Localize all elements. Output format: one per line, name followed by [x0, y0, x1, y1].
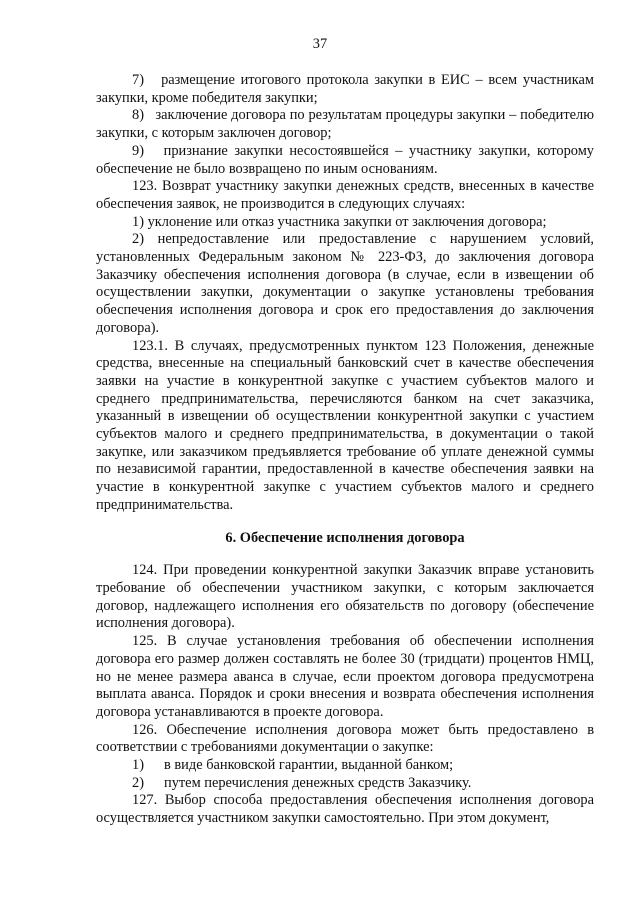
list-item-text: путем перечисления денежных средств Заказчику.	[164, 774, 472, 791]
list-item-number: 1)	[132, 757, 144, 774]
list-item-number: 2)	[132, 774, 144, 791]
list-item	[96, 757, 594, 775]
paragraph-127: 127. Выбор способа предоставления обеспечения исполнения договора осуществляется участником закупки самостоятельно. При этом документ,	[96, 792, 594, 827]
page-number: 37	[312, 36, 328, 52]
paragraph-123-item-1: 1) уклонение или отказ участника закупки от заключения договора;	[132, 213, 547, 230]
section-heading: 6. Обеспечение исполнения договора	[225, 529, 465, 546]
paragraph-125: 125. В случае установления требования об обеспечении исполнения договора его размер должен составлять не более 30 (тридцати) процентов НМЦ, но не менее размера аванса в случае, если проектом договора предусмотрена выплата аванса. Порядок и сроки внесения и возврата обеспечения исполнения договора устанавливаются в проекте договора.	[96, 633, 594, 720]
paragraph-123-1: 123.1. В случаях, предусмотренных пунктом 123 Положения, денежные средства, внесенные на специальный банковский счет в качестве обеспечения заявки на участие в конкурентной закупке с участием субъектов малого и среднего предпринимательства, перечисляются банком на счет заказчика, указанный в извещении об осуществлении конкурентной закупки с участием субъектов малого и среднего предпринимательства, в документации о такой закупке, или заказчиком предъявляется требование об уплате денежной суммы по независимой гарантии, предоставленной в качестве обеспечения заявки на участие в конкурентной закупке с участием субъектов малого и среднего предпринимательства.	[96, 337, 594, 513]
paragraph-7: 7) размещение итогового протокола закупки в ЕИС – всем участникам закупки, кроме победителя закупки;	[96, 72, 594, 106]
paragraph-9: 9) признание закупки несостоявшейся – участнику закупки, которому обеспечение не было возвращено по иным основаниям.	[96, 142, 594, 177]
paragraph-8: 8) заключение договора по результатам процедуры закупки – победителю закупки, с которым заключен договор;	[96, 107, 594, 142]
paragraph-123: 123. Возврат участнику закупки денежных средств, внесенных в качестве обеспечения заявок, не производится в следующих случаях:	[96, 178, 594, 212]
paragraph-126: 126. Обеспечение исполнения договора может быть предоставлено в соответствии с требованиями документации о закупке:	[96, 721, 594, 756]
paragraph-123-item-2: 2) непредоставление или предоставление с нарушением условий, установленных Федеральным законом № 223-ФЗ, до заключения договора Заказчику обеспечения исполнения договора (в случае, если в извещении об осуществлении закупки, документации о закупке установлены требования обеспечения исполнения договора и срок его предоставления до заключения договора).	[96, 231, 594, 336]
document-body	[96, 72, 594, 828]
list-item	[96, 775, 594, 793]
paragraph-124: 124. При проведении конкурентной закупки Заказчик вправе установить требование об обеспечении участником закупки, с которым заключается договор, надлежащего исполнения его обязательств по договору (обеспечение исполнения договора).	[96, 562, 594, 632]
list-item-text: в виде банковской гарантии, выданной банком;	[164, 757, 454, 774]
